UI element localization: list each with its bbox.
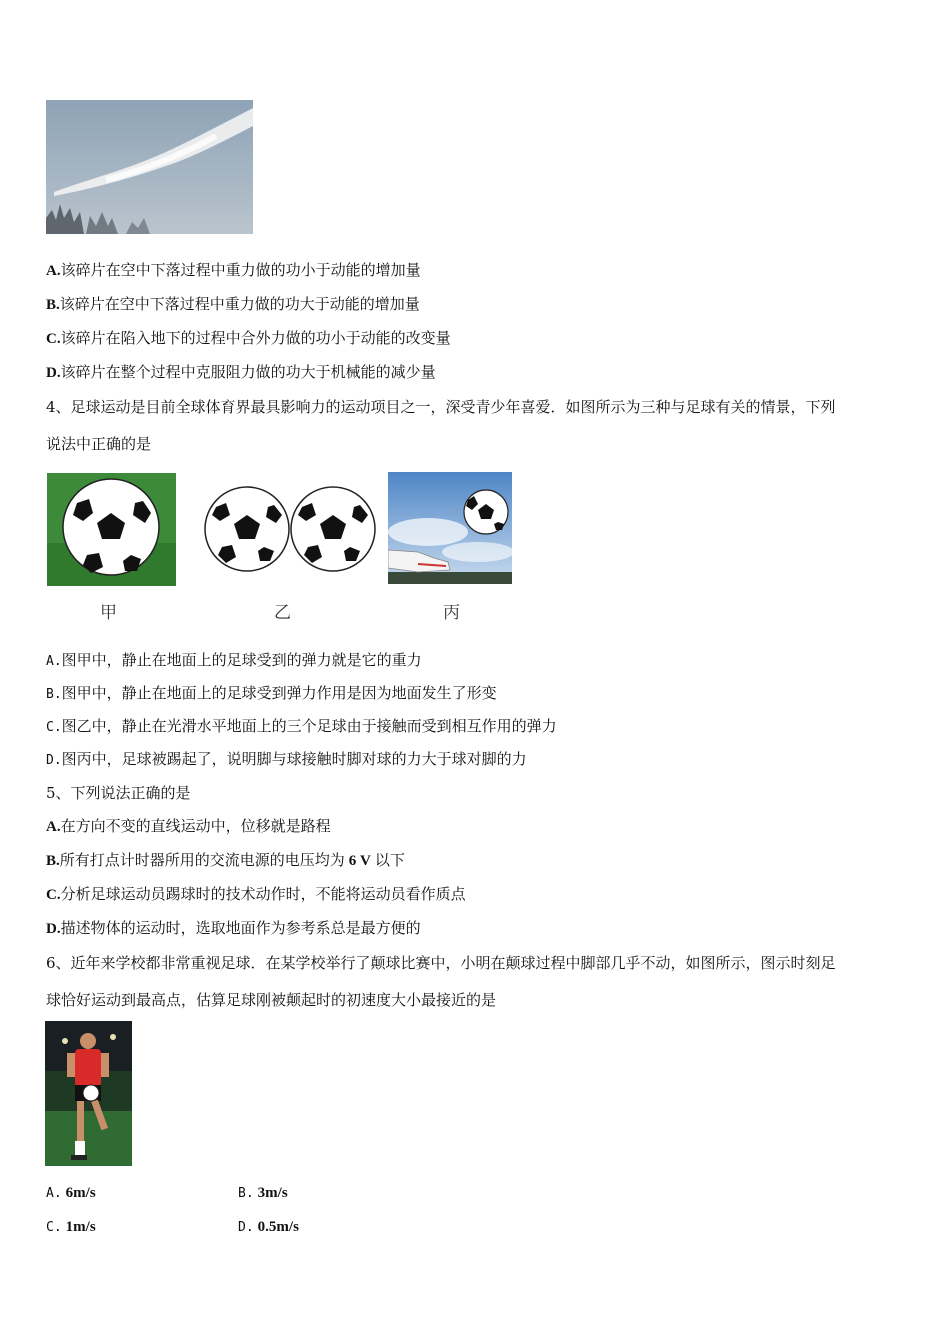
caption-jia: 甲 [100,603,117,623]
q4-stem-line1: 4、足球运动是目前全球体育界最具影响力的运动项目之一，深受青少年喜爱．如图所示为三种与足球有关的情景，下列 [46,398,836,416]
q6-option-c: C. 1m/s [46,1219,96,1235]
q5-option-b: B.所有打点计时器所用的交流电源的电压均为 6 V 以下 [46,851,405,869]
caption-bing: 丙 [443,603,460,623]
q6-option-b: B. 3m/s [238,1185,288,1201]
q5-option-c: C.分析足球运动员踢球时的技术动作时，不能将运动员看作质点 [46,885,466,903]
q5-stem: 5、下列说法正确的是 [46,784,191,802]
q4-option-d: D.图丙中，足球被踢起了，说明脚与球接触时脚对球的力大于球对脚的力 [46,750,527,768]
q4-option-b: B.图甲中，静止在地面上的足球受到弹力作用是因为地面发生了形变 [46,684,497,702]
kicked-football-image [388,472,512,584]
juggling-player-photo [45,1021,132,1166]
football-on-grass-image [47,473,176,586]
q6-stem-line2: 球恰好运动到最高点，估算足球刚被颠起时的初速度大小最接近的是 [46,991,497,1009]
q6-stem-line1: 6、近年来学校都非常重视足球．在某学校举行了颠球比赛中，小明在颠球过程中脚部几乎不动，如图所示，图示时刻足 [46,954,836,972]
two-footballs-image [204,485,376,573]
q5-option-d: D.描述物体的运动时，选取地面作为参考系总是最方便的 [46,919,421,937]
q3-option-a: A.该碎片在空中下落过程中重力做的功小于动能的增加量 [46,261,421,279]
q3-option-b: B.该碎片在空中下落过程中重力做的功大于动能的增加量 [46,295,420,313]
meteor-photo [46,100,253,234]
q6-option-d: D. 0.5m/s [238,1219,299,1235]
q3-option-c: C.该碎片在陷入地下的过程中合外力做的功小于动能的改变量 [46,329,451,347]
q5-option-a: A.在方向不变的直线运动中，位移就是路程 [46,817,331,835]
q3-option-d: D.该碎片在整个过程中克服阻力做的功大于机械能的减少量 [46,363,436,381]
q4-stem-line2: 说法中正确的是 [46,435,152,453]
q4-option-a: A.图甲中，静止在地面上的足球受到的弹力就是它的重力 [46,651,422,669]
q6-option-a: A. 6m/s [46,1185,96,1201]
q4-option-c: C.图乙中，静止在光滑水平地面上的三个足球由于接触而受到相互作用的弹力 [46,717,557,735]
caption-yi: 乙 [274,603,291,623]
